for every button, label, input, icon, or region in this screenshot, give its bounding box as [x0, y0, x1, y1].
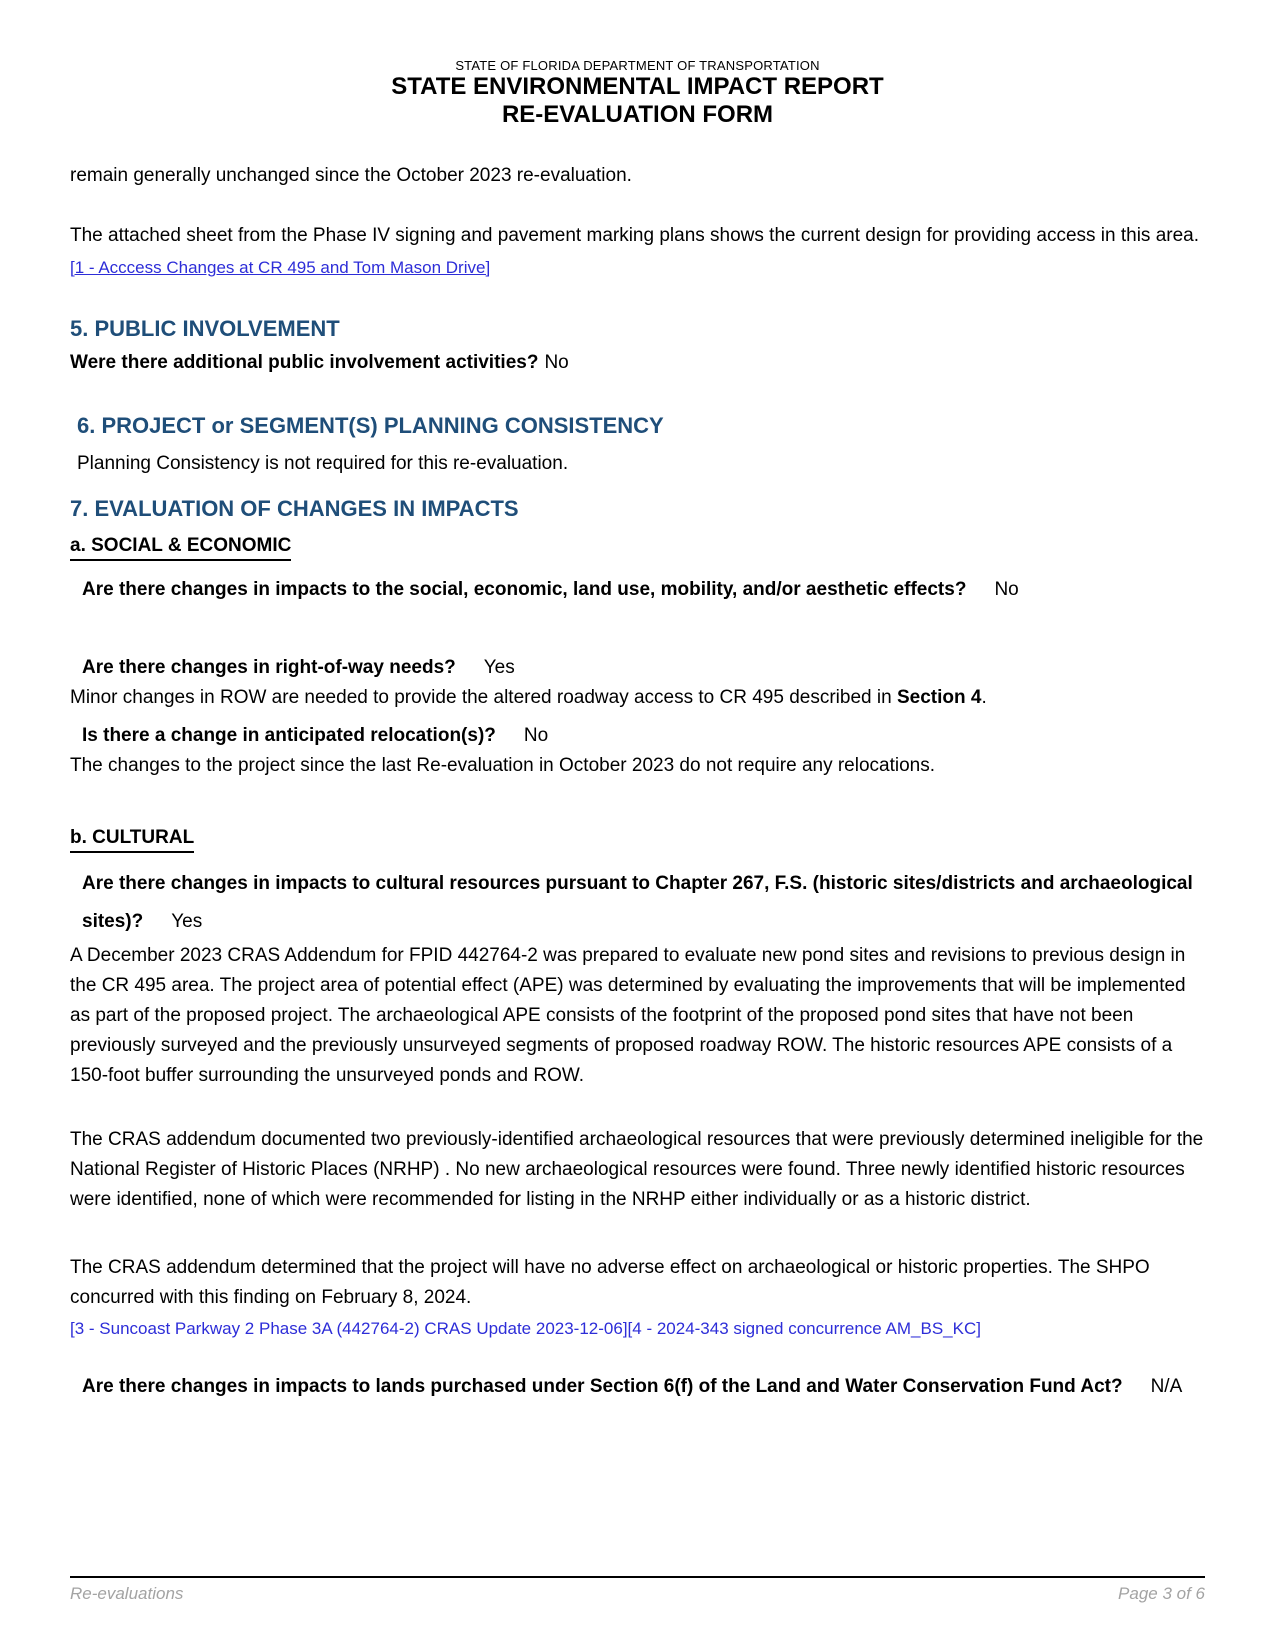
footer-page-number: Page 3 of 6 — [1118, 1584, 1205, 1603]
page-footer — [70, 1576, 1205, 1604]
footer-left-label: Re-evaluations — [70, 1584, 184, 1603]
relocation-note: The changes to the project since the last Re-evaluation in October 2023 do not require any relocations. — [70, 755, 936, 776]
attachment-link-1[interactable]: [1 - Acccess Changes at CR 495 and Tom Mason Drive] — [70, 258, 491, 277]
cras-paragraph-2: The CRAS addendum documented two previously-identified archaeological resources that were previously determined ineligible for the National Register of Historic Places (NRHP) . No new archaeological resources were found. Three newly identified historic resources were identified, none of which were recommended for listing in the NRHP either individually or as a historic district. — [70, 1129, 1204, 1210]
cras-paragraph-3: The CRAS addendum determined that the project will have no adverse effect on archaeological or historic properties. The SHPO concurred with this finding on February 8, 2024. — [70, 1257, 1150, 1308]
form-title-line2: RE-EVALUATION FORM — [501, 101, 774, 128]
cultural-question-1: Are there changes in impacts to cultural resources pursuant to Chapter 267, F.S. (historic sites/districts and archaeological sites)? — [82, 873, 1193, 932]
social-question-2-row — [70, 653, 1205, 683]
section-6-body: Planning Consistency is not required for this re-evaluation. — [77, 453, 569, 474]
subsection-b-heading-row — [70, 826, 1205, 853]
section6f-question-row — [70, 1368, 1205, 1406]
attachment-link-4[interactable]: [4 - 2024-343 signed concurrence AM_BS_KC] — [627, 1319, 981, 1338]
section6f-question: Are there changes in impacts to lands purchased under Section 6(f) of the Land and Water Conservation Fund Act? — [82, 1376, 1123, 1397]
form-title-line1: STATE ENVIRONMENTAL IMPACT REPORT — [391, 73, 884, 100]
agency-name: STATE OF FLORIDA DEPARTMENT OF TRANSPORTATION — [455, 58, 820, 73]
section-7-heading: 7. EVALUATION OF CHANGES IN IMPACTS — [70, 496, 519, 521]
section6f-answer: N/A — [1150, 1376, 1183, 1397]
row-note-suffix: . — [981, 687, 987, 708]
subsection-a-heading-row — [70, 534, 1205, 561]
subsection-b-heading: b. CULTURAL — [70, 826, 194, 853]
social-answer-1: No — [994, 579, 1019, 600]
intro-paragraph-1: remain generally unchanged since the October 2023 re-evaluation. — [70, 165, 632, 186]
section-5-question: Were there additional public involvement activities? — [70, 352, 539, 373]
attachment-link-row-2 — [70, 1318, 1205, 1340]
row-note — [70, 683, 1205, 713]
social-answer-3: No — [523, 725, 549, 746]
attachment-link-row-1 — [70, 257, 1205, 279]
cras-paragraph-1: A December 2023 CRAS Addendum for FPID 442764-2 was prepared to evaluate new pond sites and revisions to previous design in the CR 495 area. The project area of potential effect (APE) was determined by evaluating the improvements that will be implemented as part of the proposed project. The archaeological APE consists of the footprint of the proposed pond sites that have not been previously surveyed and the previously unsurveyed segments of proposed roadway ROW. The historic resources APE consists of a 150-foot buffer surrounding the unsurveyed ponds and ROW. — [70, 945, 1186, 1086]
social-question-1: Are there changes in impacts to the social, economic, land use, mobility, and/or aesthetic effects? — [82, 579, 967, 600]
subsection-a-heading: a. SOCIAL & ECONOMIC — [70, 534, 291, 561]
social-question-2: Are there changes in right-of-way needs? — [82, 657, 456, 678]
section-5-heading: 5. PUBLIC INVOLVEMENT — [70, 316, 340, 341]
social-question-1-row — [70, 575, 1205, 605]
social-answer-2: Yes — [483, 657, 515, 678]
social-question-3: Is there a change in anticipated relocation(s)? — [82, 725, 496, 746]
form-header — [70, 58, 1205, 129]
section-5-answer: No — [544, 352, 569, 373]
cultural-answer-1: Yes — [171, 911, 203, 932]
section-6-heading: 6. PROJECT or SEGMENT(S) PLANNING CONSISTENCY — [77, 413, 664, 438]
intro-paragraph-2: The attached sheet from the Phase IV signing and pavement marking plans shows the current design for providing access in this area. — [70, 225, 1200, 246]
row-note-prefix: Minor changes in ROW are needed to provide the altered roadway access to CR 495 described in — [70, 687, 897, 708]
cultural-question-1-row — [70, 865, 1205, 941]
social-question-3-row — [70, 721, 1205, 751]
attachment-link-3[interactable]: [3 - Suncoast Parkway 2 Phase 3A (442764-2) CRAS Update 2023-12-06] — [70, 1319, 628, 1338]
row-note-section-ref: Section 4 — [896, 687, 982, 708]
section-5-question-row — [70, 348, 1205, 378]
